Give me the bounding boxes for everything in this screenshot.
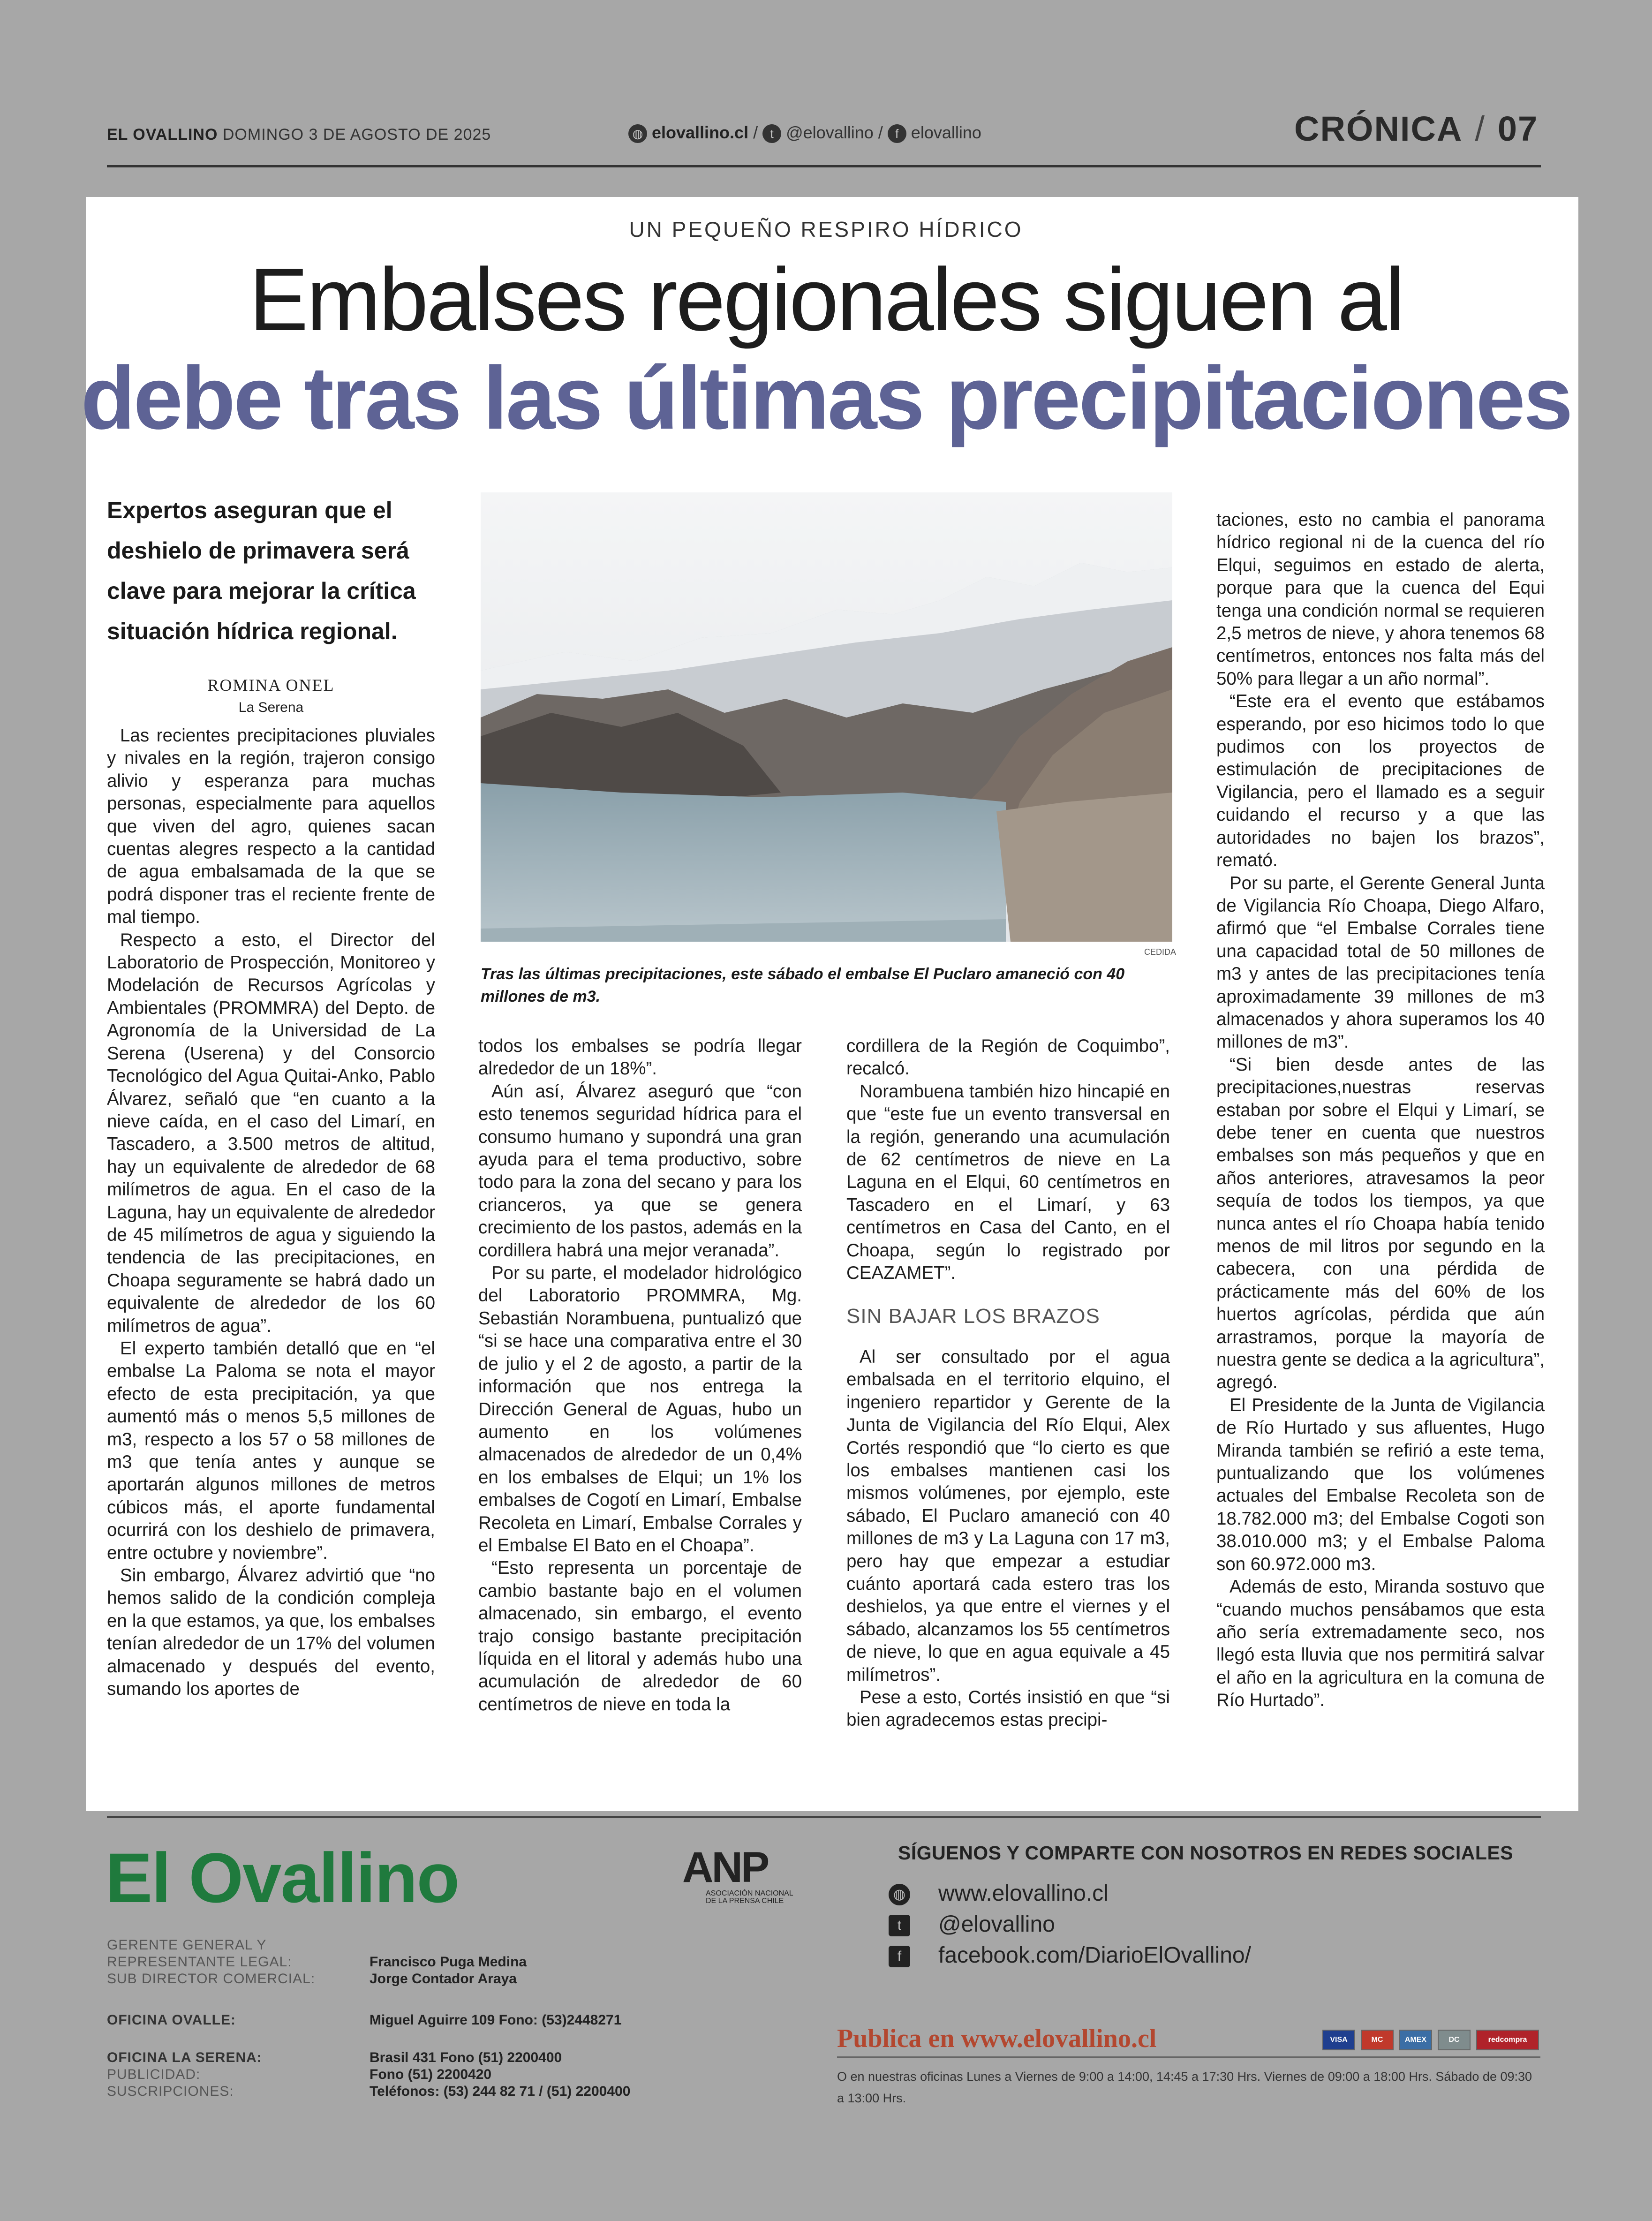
header-rule: [107, 165, 1541, 167]
publicidad-label: PUBLICIDAD:: [107, 2067, 201, 2082]
photo-credit: CEDIDA: [1144, 947, 1177, 957]
visa-icon: VISA: [1322, 2030, 1355, 2050]
mastercard-icon: MC: [1361, 2030, 1394, 2050]
paragraph: Las recientes precipitaciones pluviales y nivales en la región, trajeron consigo alivio y esperanza para muchas personas, especialmente para aquellos que viven del agro, quienes sacan cuentas alegres respecto a la cantidad de agua embalsamada de la que se podrá disponer tras el reciente frente de mal tiempo.: [107, 725, 435, 928]
globe-icon: ◍: [889, 1884, 910, 1905]
paragraph: Pese a esto, Cortés insistió en que “si bien agradecemos estas precipi-: [846, 1687, 1170, 1730]
paragraph: cordillera de la Región de Coquimbo”, recalcó.: [846, 1036, 1170, 1079]
paragraph: Aún así, Álvarez aseguró que “con esto tenemos seguridad hídrica para el consumo humano y supondrá una gran ayuda para el tema productivo, sobre todo para la zona del secano y para los crianceros, ya que se genera crecimiento de los pastos, además en la cordillera habrá una mejor veranada”.: [478, 1081, 802, 1261]
text-column-2: [478, 1035, 802, 1716]
office-serena-label: OFICINA LA SERENA:: [107, 2050, 262, 2065]
social-facebook[interactable]: [889, 1942, 1251, 1968]
staff-label: SUB DIRECTOR COMERCIAL:: [107, 1971, 316, 1987]
publica-rule: [837, 2056, 1540, 2058]
social-facebook-link[interactable]: facebook.com/DiarioElOvallino/: [938, 1943, 1251, 1968]
office-serena-value: Brasil 431 Fono (51) 2200400: [370, 2050, 562, 2065]
office-ovalle-value: Miguel Aguirre 109 Fono: (53)2448271: [370, 2012, 622, 2028]
landscape-image: [481, 492, 1172, 942]
paragraph: Al ser consultado por el agua embalsada en el territorio elquino, el ingeniero repartidor y Gerente de la Junta de Vigilancia del Río Elqui, Alex Cortés respondió que “lo cierto es que los embalses mantienen casi los mismos volúmenes, por ejemplo, este sábado, El Puclaro amaneció con 40 millones de m3 y La Laguna con 17 m3, pero hay que empezar a estudiar cuánto aportará cada estero tras los deshielos, ya que entre el viernes y el sábado, alcanzamos los 55 centímetros de nieve, lo que en agua equivale a 45 milímetros”.: [846, 1346, 1170, 1685]
social-title: SÍGUENOS Y COMPARTE CON NOSOTROS EN REDES SOCIALES: [898, 1842, 1514, 1864]
staff-value: Jorge Contador Araya: [370, 1971, 517, 1987]
subheading: SIN BAJAR LOS BRAZOS: [846, 1305, 1100, 1328]
el-ovallino-logo: El Ovallino: [106, 1838, 459, 1917]
publica-link[interactable]: Publica en www.elovallino.cl: [837, 2024, 1157, 2053]
diners-icon: DC: [1438, 2030, 1471, 2050]
header-social: [628, 123, 981, 143]
amex-icon: AMEX: [1399, 2030, 1432, 2050]
staff-label: REPRESENTANTE LEGAL:: [107, 1954, 292, 1970]
suscripciones-value: Teléfonos: (53) 244 82 71 / (51) 2200400: [370, 2084, 631, 2099]
page-number: 07: [1497, 109, 1539, 148]
paragraph: Además de esto, Miranda sostuvo que “cuando muchos pensábamos que esta año sería extremadamente seco, nos llegó esta lluvia que nos permitirá salvar el año en la agricultura en la comuna de Río Hurtado”.: [1216, 1577, 1545, 1711]
facebook-icon: f: [889, 1946, 910, 1967]
office-hours: O en nuestras oficinas Lunes a Viernes de 9:00 a 14:00, 14:45 a 17:30 Hrs. Viernes de 09:00 a 18:00 Hrs. Sábado de 09:30 a 13:00 Hrs.: [837, 2070, 1532, 2105]
divider: /: [878, 123, 888, 142]
anp-logo: ANP: [682, 1843, 768, 1891]
twitter-icon: t: [762, 124, 781, 143]
byline: [107, 675, 435, 716]
text-column-1: [107, 725, 435, 1700]
paragraph: El Presidente de la Junta de Vigilancia de Río Hurtado y sus afluentes, Hugo Miranda también se refirió a este tema, puntualizando que los volúmenes actuales del Embalse Recoleta son de 18.782.000 m3; del Embalse Cogoti son 38.010.000 m3; y el Embalse Paloma son 60.972.000 m3.: [1216, 1395, 1545, 1574]
staff-value: Francisco Puga Medina: [370, 1954, 527, 1970]
photo-caption: Tras las últimas precipitaciones, este sábado el embalse El Puclaro amaneció con 40 millones de m3.: [481, 965, 1125, 1005]
author-name: ROMINA ONEL: [207, 676, 335, 695]
header-website-link[interactable]: elovallino.cl: [652, 123, 749, 142]
paragraph: Por su parte, el modelador hidrológico del Laboratorio PROMMRA, Mg. Sebastián Norambuena, puntualizó que “si se hace una comparativa entre el 30 de julio y el 2 de agosto, a partir de la información que nos entrega la Dirección General de Aguas, hubo un aumento en los volúmenes almacenados de alrededor de un 0,4% en los embalses de Elqui; un 1% los embalses de Cogotí en Limarí, Embalse Recoleta en Limarí, Embalse Corrales y el Embalse El Bato en el Choapa”.: [478, 1263, 802, 1556]
headline-line-2: debe tras las últimas precipitaciones: [81, 348, 1571, 448]
article-lead: Expertos aseguran que el deshielo de primavera será clave para mejorar la crítica situación hídrica regional.: [107, 497, 416, 644]
twitter-icon: t: [889, 1915, 910, 1936]
staff-label: GERENTE GENERAL Y: [107, 1937, 267, 1953]
paragraph: El experto también detalló que en “el embalse La Paloma se nota el mayor efecto de esta precipitación, ya que aumentó más o menos 5,5 millones de m3, respecto a los 57 o 58 millones de m3 que tenía antes y aunque se aportarán algunos millones de metros cúbicos más, el aporte fundamental ocurrirá con los deshielo de primavera, entre octubre y noviembre”.: [107, 1338, 435, 1563]
globe-icon: ◍: [628, 124, 647, 143]
header-paper-name: EL OVALLINO: [107, 126, 218, 144]
reservoir-photo: [481, 492, 1172, 942]
text-column-3: [846, 1035, 1170, 1732]
paragraph: Respecto a esto, el Director del Laboratorio de Prospección, Monitoreo y Modelación de Recursos Agrícolas y Ambientales (PROMMRA) del Depto. de Agronomía de la Universidad de La Serena (Userena) y del Consorcio Tecnológico del Agua Quitai-Anko, Pablo Álvarez, señaló que “en cuanto a la nieve caída, en el caso del Limarí, en Tascadero, a 3.500 metros de altitud, hay un equivalente de alrededor de 68 milímetros de agua. En el caso de la Laguna, hay un equivalente de alrededor de 45 milímetros de agua y siguiendo la tendencia de las precipitaciones, en Choapa seguramente se habrá dado un equivalente de alrededor de los 60 milímetros de agua”.: [107, 929, 435, 1336]
paragraph: “Este era el evento que estábamos esperando, por eso hicimos todo lo que pudimos con los proyectos de estimulación de precipitaciones de Vigilancia, pero el llamado es a seguir cuidando el recurso y a que las autoridades no bajen los brazos”, remató.: [1216, 691, 1545, 871]
author-place: La Serena: [238, 700, 304, 715]
header-twitter-link[interactable]: @elovallino: [786, 123, 874, 142]
text-column-4: [1216, 509, 1545, 1712]
social-web[interactable]: [889, 1881, 1109, 1906]
article-kicker: UN PEQUEÑO RESPIRO HÍDRICO: [629, 217, 1023, 242]
suscripciones-label: SUSCRIPCIONES:: [107, 2084, 234, 2099]
social-twitter[interactable]: [889, 1911, 1055, 1937]
paragraph: Sin embargo, Álvarez advirtió que “no hemos salido de la condición compleja en la que estamos, ya que, los embalses tenían alrededor de un 17% del volumen almacenado y después del evento, sumando los aportes de: [107, 1565, 435, 1700]
social-twitter-link[interactable]: @elovallino: [938, 1912, 1055, 1937]
header-paper-date: [107, 126, 491, 144]
paragraph: todos los embalses se podría llegar alrededor de un 18%”.: [478, 1036, 802, 1079]
headline-line-1: Embalses regionales siguen al: [249, 250, 1403, 349]
footer-rule: [107, 1816, 1541, 1818]
payment-cards: [1322, 2030, 1545, 2050]
office-ovalle-label: OFICINA OVALLE:: [107, 2012, 236, 2028]
facebook-icon: f: [888, 124, 906, 143]
publicidad-value: Fono (51) 2200420: [370, 2067, 492, 2082]
anp-subtitle: ASOCIACIÓN NACIONAL DE LA PRENSA CHILE: [706, 1889, 793, 1905]
section-label: [1294, 109, 1538, 149]
header-facebook-link[interactable]: elovallino: [911, 123, 981, 142]
header-date: DOMINGO 3 DE AGOSTO DE 2025: [222, 126, 491, 144]
paragraph: Norambuena también hizo hincapié en que “este fue un evento transversal en la región, generando una acumulación de 62 centímetros de nieve en La Laguna en el Elqui, 60 centímetros en Tascadero en el Limarí, y 63 centímetros en Casa del Canto, en el Choapa, según lo registrado por CEAZAMET”.: [846, 1081, 1170, 1284]
paragraph: taciones, esto no cambia el panorama hídrico regional ni de la cuenca del río Elqui, seguimos en estado de alerta, porque para que la cuenca del Equi tenga una condición normal se requieren 2,5 metros de nieve, y ahora tenemos 68 centímetros, entonces nos falta más del 50% para llegar a un año normal”.: [1216, 510, 1545, 689]
paragraph: “Esto representa un porcentaje de cambio bastante bajo en el volumen almacenado, sin embargo, el evento trajo consigo bastante precipitación líquida en el litoral y además hubo una acumulación de alrededor de 60 centímetros de nieve en toda la: [478, 1558, 802, 1715]
divider: /: [1475, 109, 1486, 148]
divider: /: [753, 123, 763, 142]
paragraph: Por su parte, el Gerente General Junta de Vigilancia Río Choapa, Diego Alfaro, afirmó que “el Embalse Corrales tiene una capacidad total de 50 millones de m3 y antes de las precipitaciones tenía aproximadamente 39 millones de m3 almacenados y ahora superamos los 40 millones de m3”.: [1216, 873, 1545, 1052]
section-name: CRÓNICA: [1294, 109, 1463, 148]
paragraph: “Si bien desde antes de las precipitaciones,nuestras reservas estaban por sobre el Elqui y Limarí, se debe tener en cuenta que nuestros embalses son más pequeños y que en años anteriores, atravesamos la peor sequía de todos los tiempos, ya que nunca antes el río Choapa había tenido menos de mil litros por segundo en la cabecera, con una pérdida de prácticamente más del 60% de los huertos agrícolas, pérdida que aún arrastramos, porque la mayoría de nuestra gente se dedica a la agricultura”, agregó.: [1216, 1054, 1545, 1393]
social-web-link[interactable]: www.elovallino.cl: [938, 1881, 1109, 1906]
redcompra-icon: redcompra: [1476, 2030, 1539, 2050]
